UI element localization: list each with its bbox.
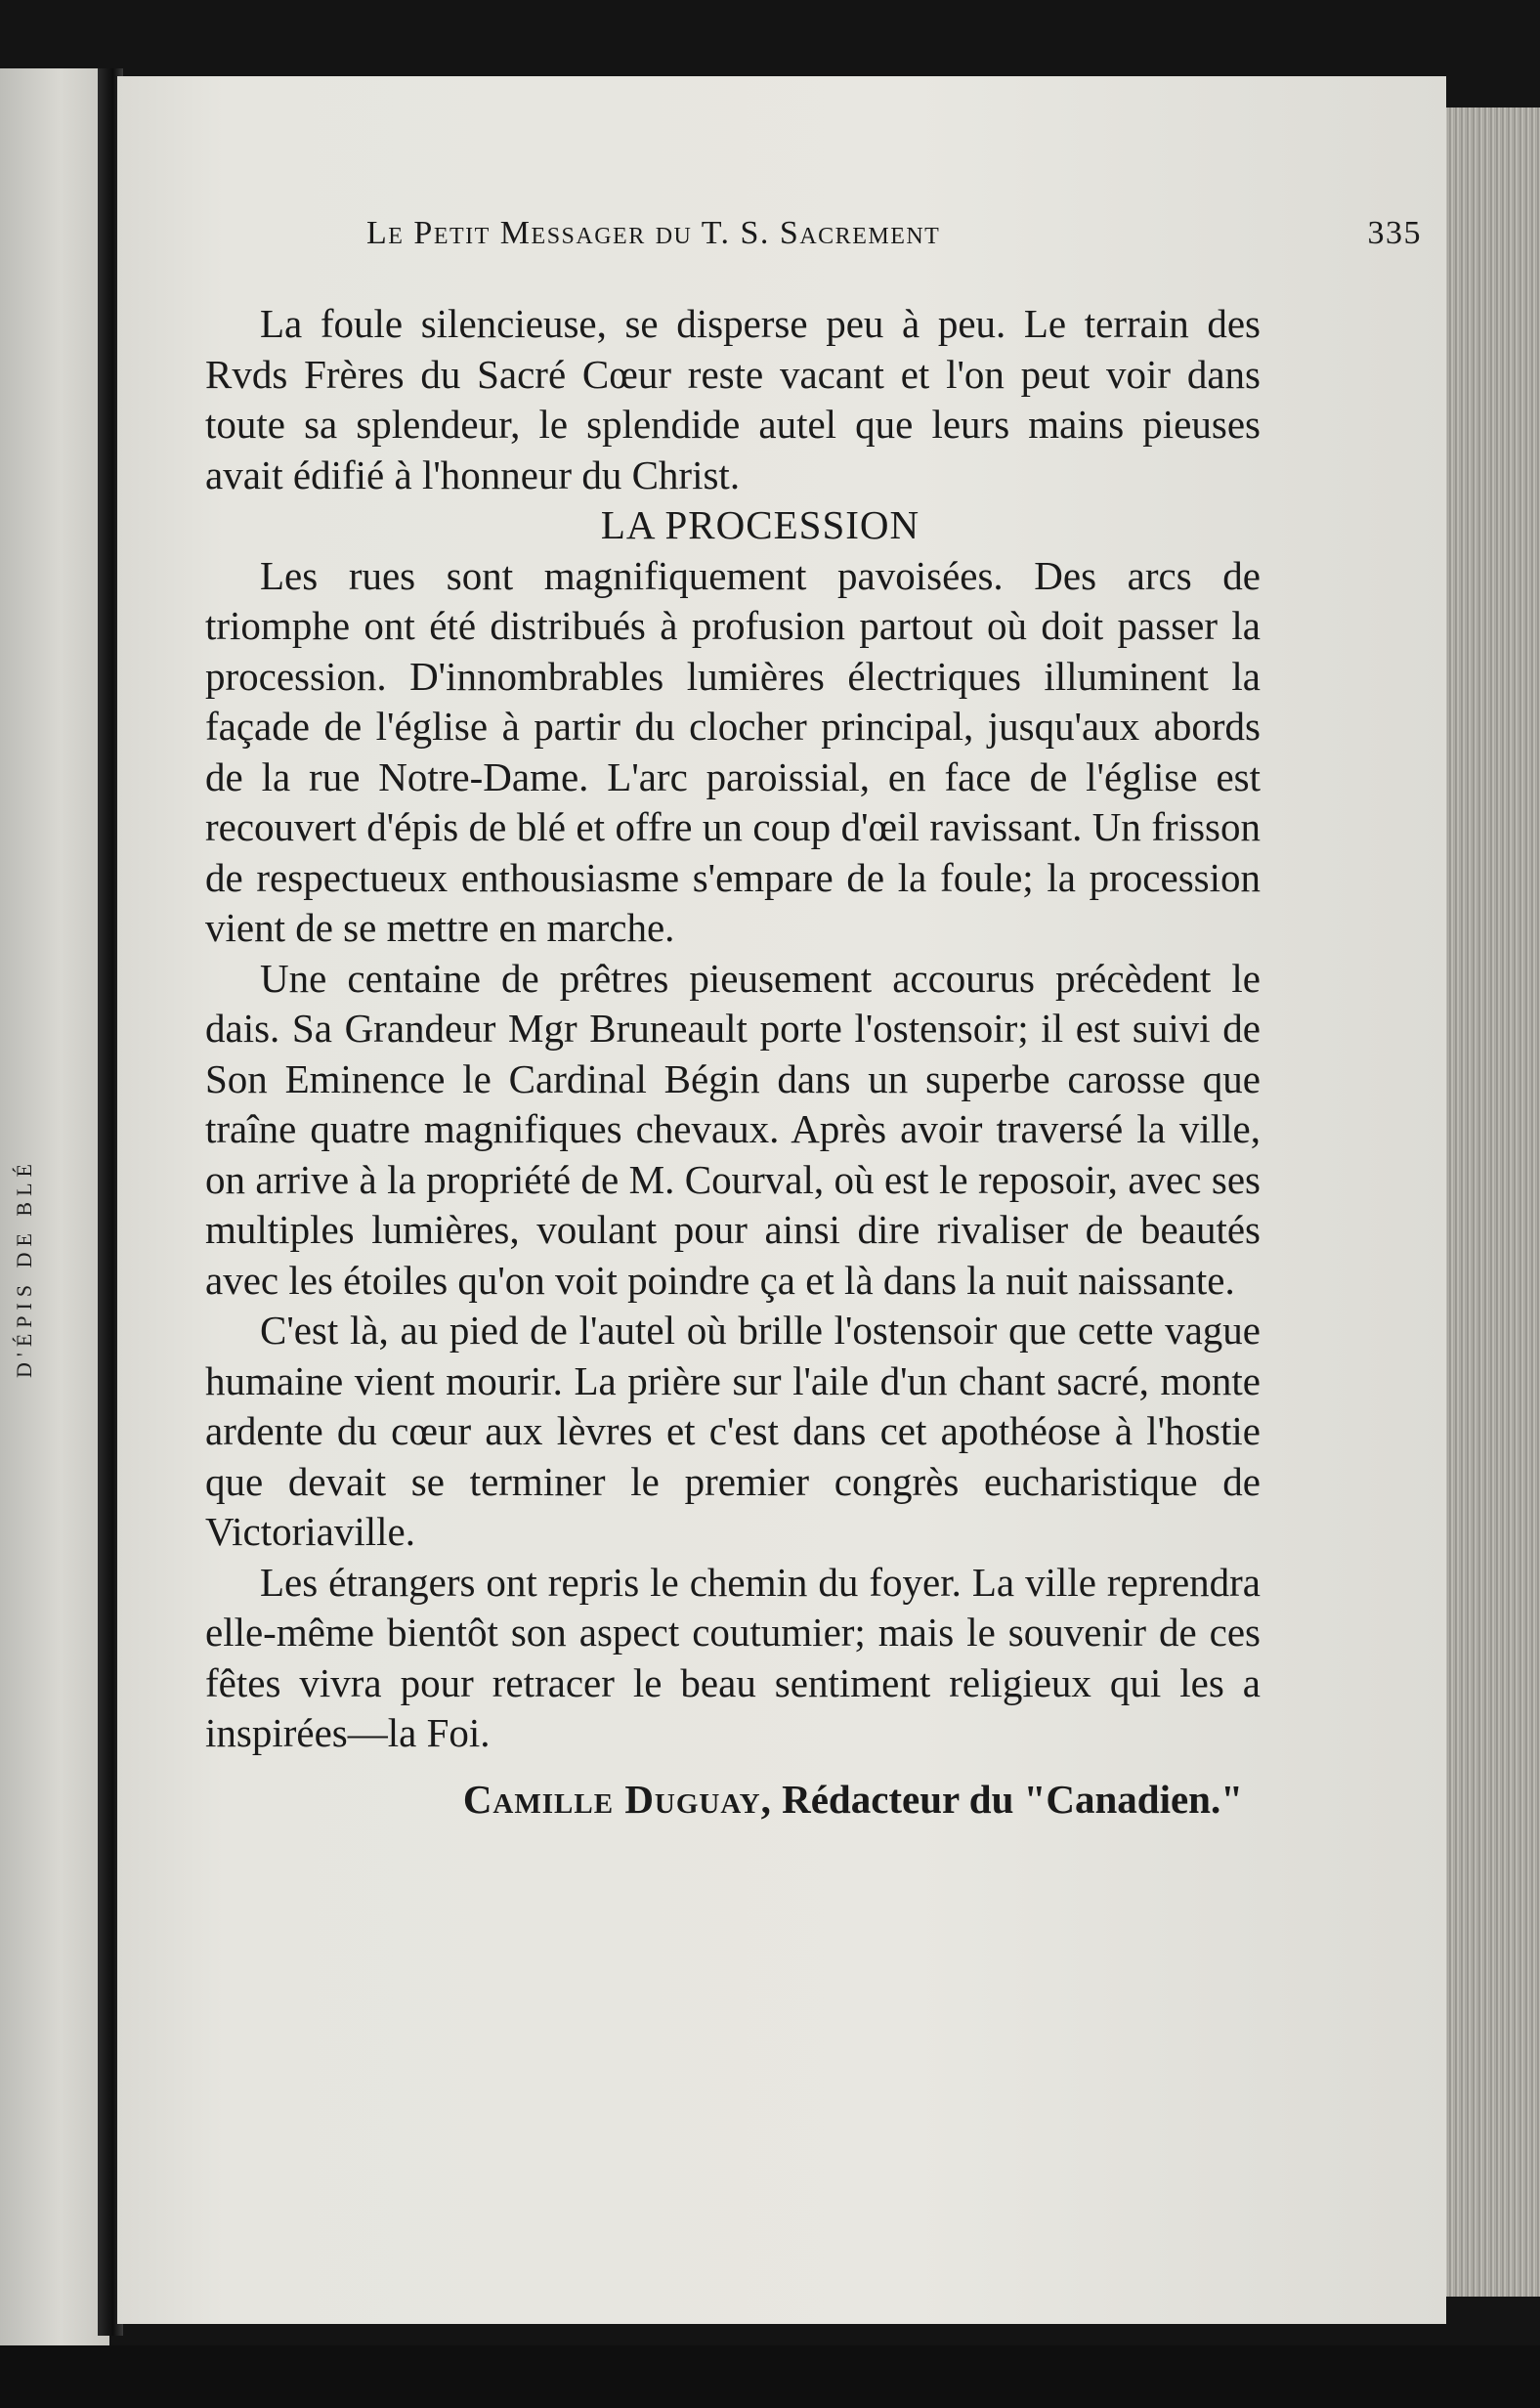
- paragraph: Les rues sont magnifiquement pavoisées. Des arcs de triomphe ont été distribués à profusion partout où doit passer la procession. D'innombrables lumières électriques illuminent la façade de l'église à partir du clocher principal, jusqu'aux abords de la rue Notre-Dame. L'arc paroissial, en face de l'église est recouvert d'épis de blé et offre un coup d'œil ravissant. Un frisson de respectueux enthousiasme s'empare de la foule; la procession vient de se mettre en marche.: [205, 552, 1261, 950]
- author-title: Rédacteur du "Canadien.": [782, 1776, 1243, 1822]
- previous-page: [0, 68, 109, 2345]
- page-number: 335: [1367, 215, 1422, 251]
- paragraph: Les étrangers ont repris le chemin du foyer. La ville reprendra elle-même bientôt son aspect coutumier; mais le souvenir de ces fêtes vivra pour retracer le beau sentiment religieux qui les a inspirées—la Foi.: [205, 1559, 1261, 1755]
- author-name: Camille Duguay,: [462, 1776, 772, 1822]
- section-heading: LA PROCESSION: [600, 502, 920, 547]
- paragraph: Une centaine de prêtres pieusement accourus précèdent le dais. Sa Grandeur Mgr Bruneault porte l'ostensoir; il est suivi de Son Eminence le Cardinal Bégin dans un superbe carosse que traîne quatre magnifiques chevaux. Après avoir traversé la ville, on arrive à la propriété de M. Courval, où est le reposoir, avec ses multiples lumières, voulant pour ainsi dire rivaliser de beautés avec les étoiles qu'on voit poindre ça et là dans la nuit naissante.: [205, 955, 1261, 1303]
- page-edges: [1436, 108, 1540, 2297]
- paragraph: C'est là, au pied de l'autel où brille l'ostensoir que cette vague humaine vient mourir. La prière sur l'aile d'un chant sacré, monte ardente du cœur aux lèvres et c'est dans cet apothéose à l'hostie que devait se terminer le premier congrès eucharistique de Victoriaville.: [205, 1308, 1261, 1554]
- scan-background: [0, 2345, 1540, 2408]
- paragraph: La foule silencieuse, se disperse peu à peu. Le terrain des Rvds Frères du Sacré Cœur reste vacant et l'on peut voir dans toute sa splendeur, le splendide autel que leurs mains pieuses avait édifié à l'honneur du Christ.: [205, 301, 1261, 497]
- signature: [205, 1775, 1261, 1826]
- running-head: [366, 215, 1422, 264]
- book-page: [117, 76, 1446, 2324]
- body-text: [205, 299, 1261, 1825]
- previous-page-running-head: D'ÉPIS DE BLÉ: [12, 1158, 36, 1378]
- running-title: Le Petit Messager du T. S. Sacrement: [366, 215, 941, 251]
